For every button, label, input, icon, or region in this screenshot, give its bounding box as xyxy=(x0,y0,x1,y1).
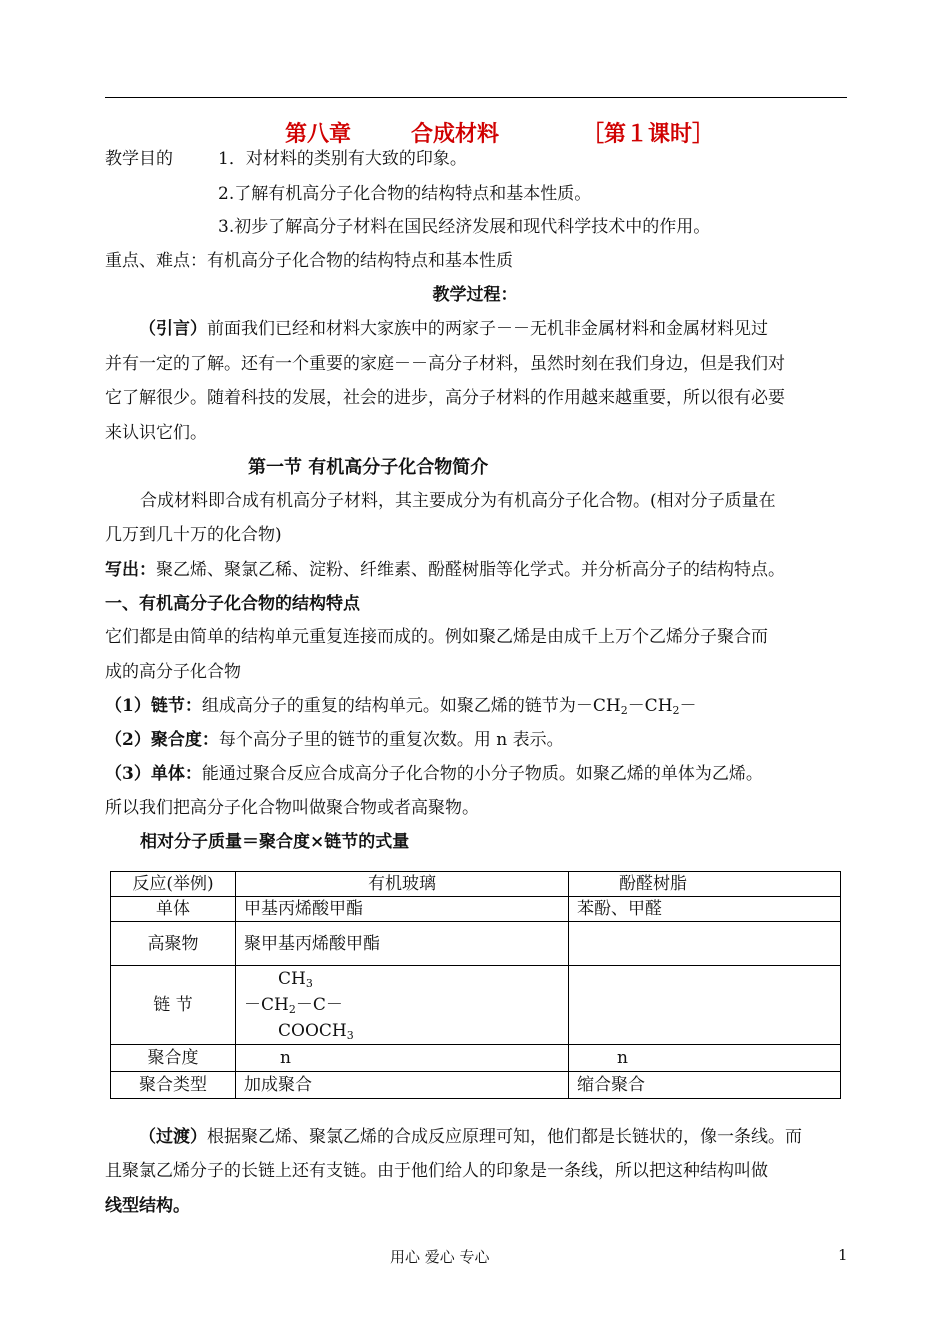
table-cell: 聚合类型 xyxy=(111,1072,236,1099)
transition-line: 且聚氯乙烯分子的长链上还有支链。由于他们给人的印象是一条线，所以把这种结构叫做 xyxy=(105,1161,768,1181)
chain-substituent-bottom xyxy=(244,1018,560,1044)
definition-degree xyxy=(105,729,847,751)
definition-text: － xyxy=(679,696,697,716)
subscript: 2 xyxy=(620,704,628,717)
chapter-name: 合成材料 xyxy=(411,121,500,147)
definition-note: 所以我们把高分子化合物叫做聚合物或者高聚物。 xyxy=(105,798,479,818)
objective-item: 1．对材料的类别有大致的印象。 xyxy=(218,149,467,169)
table-cell: n xyxy=(569,1045,841,1072)
subscript: 2 xyxy=(672,704,680,717)
table-cell: 链 节 xyxy=(111,966,236,1045)
table-cell xyxy=(569,922,841,966)
intro-paragraph-line: 并有一定的了解。还有一个重要的家庭－－高分子材料，虽然时刻在我们身边，但是我们对 xyxy=(105,354,785,374)
table-cell: 甲基丙烯酸甲酯 xyxy=(236,897,569,922)
chain-backbone xyxy=(244,992,560,1018)
table-header-cell: 酚醛树脂 xyxy=(569,872,841,897)
intro-label: （引言） xyxy=(139,319,207,339)
section-title: 第一节 有机高分子化合物简介 xyxy=(248,457,489,478)
table-cell: n xyxy=(236,1045,569,1072)
chapter-title xyxy=(0,117,950,147)
lesson-number: ［第１课时］ xyxy=(582,121,715,147)
table-row xyxy=(111,1072,841,1099)
definition-text: 能通过聚合反应合成高分子化合物的小分子物质。如聚乙烯的单体为乙烯。 xyxy=(201,764,763,784)
formula-text: COOCH xyxy=(278,1021,347,1041)
definition-text: 每个高分子里的链节的重复次数。用 n 表示。 xyxy=(218,730,564,750)
table-row xyxy=(111,1045,841,1072)
chapter-number: 第八章 xyxy=(285,121,352,147)
transition-label: （过渡） xyxy=(139,1127,207,1147)
table-row xyxy=(111,966,841,1045)
definition-monomer xyxy=(105,763,847,785)
linear-structure-term: 线型结构。 xyxy=(105,1196,190,1216)
formula-text: －CH xyxy=(244,995,289,1015)
section-intro-line: 几万到几十万的化合物) xyxy=(105,525,282,545)
subscript: 3 xyxy=(346,1029,354,1042)
formula-line: 相对分子质量＝聚合度×链节的式量 xyxy=(140,832,410,852)
page-number: 1 xyxy=(838,1246,848,1264)
table-cell: 缩合聚合 xyxy=(569,1072,841,1099)
objectives-label: 教学目的 xyxy=(105,149,173,169)
objective-item: 3.初步了解高分子材料在国民经济发展和现代科学技术中的作用。 xyxy=(218,217,711,237)
table-cell: 单体 xyxy=(111,897,236,922)
chain-unit-structure xyxy=(236,966,569,1045)
table-row xyxy=(111,897,841,922)
table-cell: 高聚物 xyxy=(111,922,236,966)
table-cell xyxy=(569,966,841,1045)
objective-item: 2.了解有机高分子化合物的结构特点和基本性质。 xyxy=(218,184,592,204)
subscript: 2 xyxy=(288,1003,296,1016)
write-out-label: 写出： xyxy=(105,560,156,580)
table-cell: 聚甲基丙烯酸甲酯 xyxy=(236,922,569,966)
definition-label: （1）链节： xyxy=(105,696,202,716)
formula-text: CH xyxy=(278,969,306,989)
structure-text-line: 它们都是由简单的结构单元重复连接而成的。例如聚乙烯是由成千上万个乙烯分子聚合而 xyxy=(105,627,768,647)
table-header-cell: 反应(举例) xyxy=(111,872,236,897)
definition-text: －CH xyxy=(627,696,673,716)
formula-text: －C－ xyxy=(295,995,343,1015)
footer-motto: 用心 爱心 专心 xyxy=(390,1248,490,1266)
subscript: 3 xyxy=(305,977,313,990)
write-out-text: 聚乙烯、聚氯乙稀、淀粉、纤维素、酚醛树脂等化学式。并分析高分子的结构特点。 xyxy=(156,560,785,580)
definition-chain-unit xyxy=(105,695,847,717)
intro-paragraph-line: 来认识它们。 xyxy=(105,423,207,443)
transition-line xyxy=(105,1126,847,1148)
write-out-line xyxy=(105,559,847,581)
table-header-cell: 有机玻璃 xyxy=(236,872,569,897)
section-intro-line: 合成材料即合成有机高分子材料，其主要成分为有机高分子化合物。(相对分子质量在 xyxy=(140,491,776,511)
table-header-row xyxy=(111,872,841,897)
structure-text-line: 成的高分子化合物 xyxy=(105,662,241,682)
intro-paragraph-line xyxy=(105,318,847,340)
chain-substituent-top xyxy=(244,966,560,992)
subsection-heading: 一、有机高分子化合物的结构特点 xyxy=(105,594,360,614)
intro-text: 前面我们已经和材料大家族中的两家子－－无机非金属材料和金属材料见过 xyxy=(207,319,768,339)
table-cell: 加成聚合 xyxy=(236,1072,569,1099)
definition-label: （2）聚合度： xyxy=(105,730,219,750)
definition-text: 组成高分子的重复的结构单元。如聚乙烯的链节为－CH xyxy=(201,696,621,716)
header-rule xyxy=(105,97,847,98)
polymer-comparison-table xyxy=(110,871,841,1099)
process-heading: 教学过程： xyxy=(432,285,518,305)
transition-text: 根据聚乙烯、聚氯乙烯的合成反应原理可知，他们都是长链状的，像一条线。而 xyxy=(207,1127,802,1147)
table-cell: 聚合度 xyxy=(111,1045,236,1072)
key-points: 重点、难点：有机高分子化合物的结构特点和基本性质 xyxy=(105,251,513,271)
definition-label: （3）单体： xyxy=(105,764,202,784)
table-cell: 苯酚、甲醛 xyxy=(569,897,841,922)
intro-paragraph-line: 它了解很少。随着科技的发展，社会的进步，高分子材料的作用越来越重要，所以很有必要 xyxy=(105,388,785,408)
table-row xyxy=(111,922,841,966)
